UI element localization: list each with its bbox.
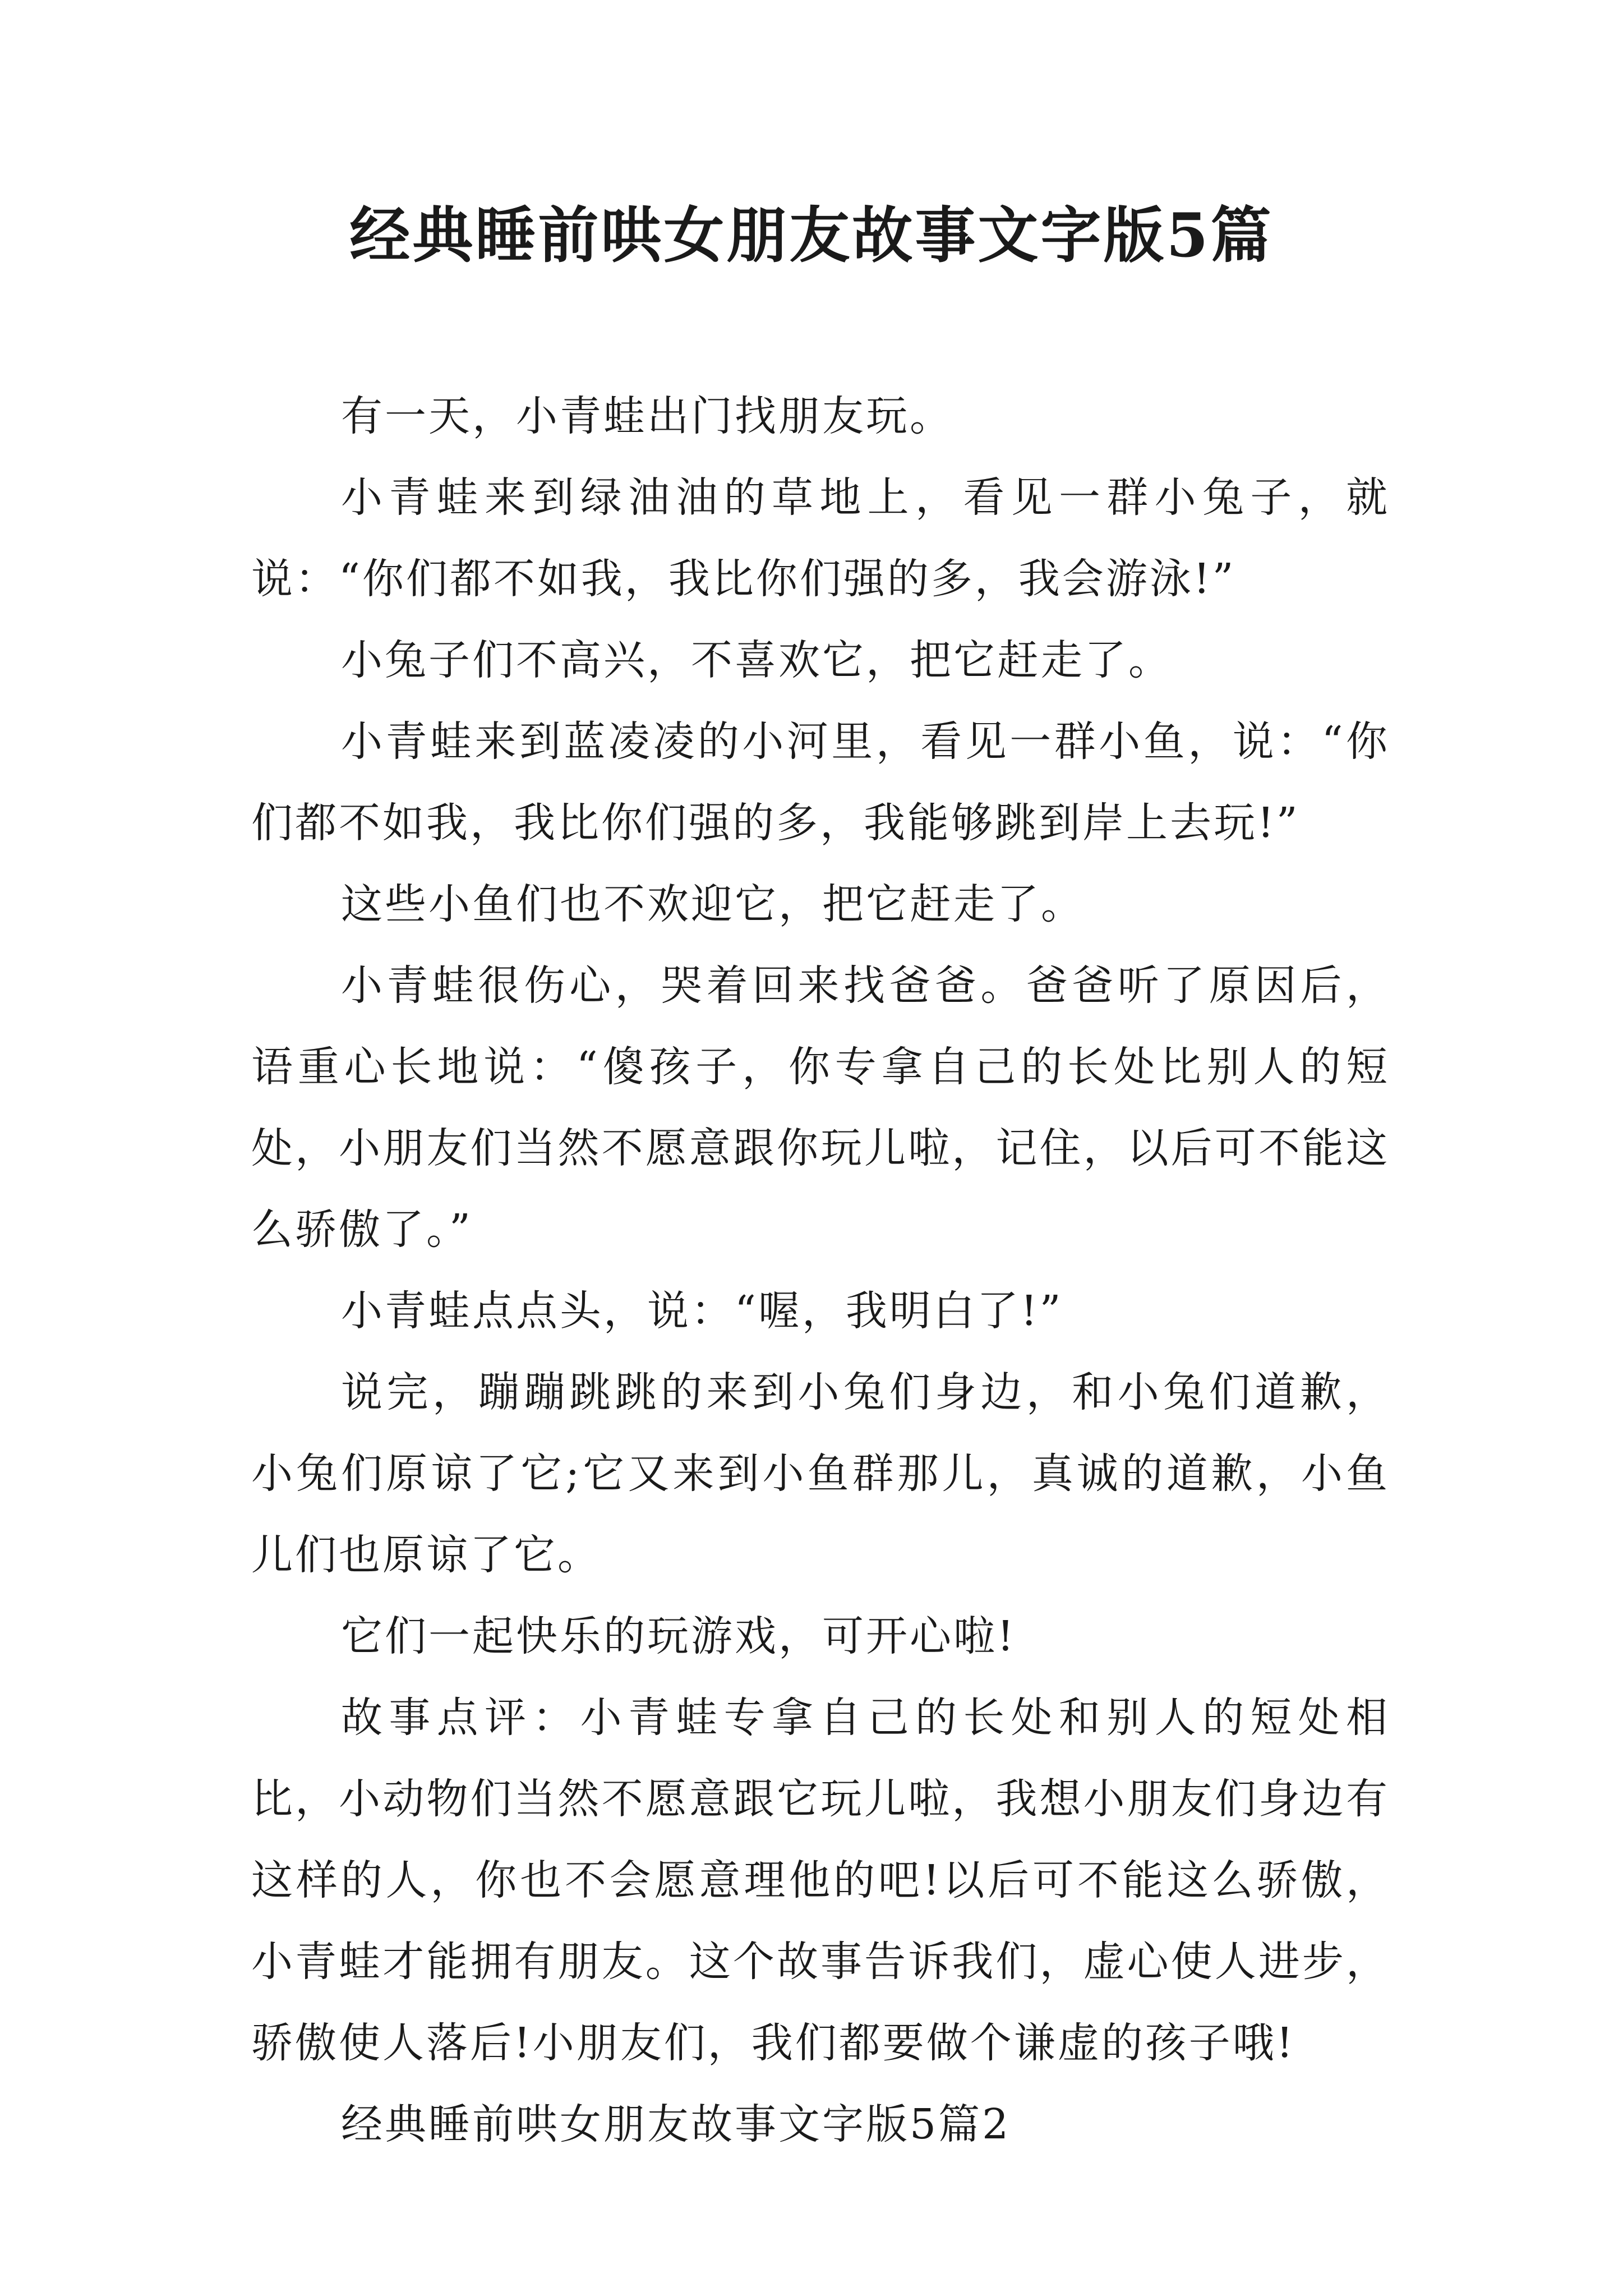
paragraph: 这些小鱼们也不欢迎它，把它赶走了。	[341, 880, 1085, 928]
paragraph: 小青蛙很伤心，哭着回来找爸爸。爸爸听了原因后，语重心长地说：“傻孩子，你专拿自己的长处比别人的短处，小朋友们当然不愿意跟你玩儿啦，记住，以后可不能这么骄傲了。”	[251, 961, 1390, 1254]
paragraph: 它们一起快乐的玩游戏，可开心啦!	[341, 1612, 1016, 1660]
paragraph: 小青蛙来到蓝凌凌的小河里，看见一群小鱼，说：“你们都不如我，我比你们强的多，我能够跳到岸上去玩!”	[251, 717, 1390, 847]
paragraph: 小青蛙点点头，说：“喔，我明白了!”	[341, 1287, 1063, 1335]
paragraph: 小兔子们不高兴，不喜欢它，把它赶走了。	[341, 636, 1172, 684]
paragraph: 小青蛙来到绿油油的草地上，看见一群小兔子，就说：“你们都不如我，我比你们强的多，我会游泳!”	[251, 473, 1390, 603]
section-heading: 经典睡前哄女朋友故事文字版5篇2	[341, 2100, 1011, 2148]
document-title: 经典睡前哄女朋友故事文字版5篇	[349, 200, 1274, 271]
paragraph: 有一天，小青蛙出门找朋友玩。	[341, 392, 953, 440]
document-body	[251, 376, 1390, 2165]
paragraph: 故事点评：小青蛙专拿自己的长处和别人的短处相比，小动物们当然不愿意跟它玩儿啦，我想小朋友们身边有这样的人，你也不会愿意理他的吧!以后可不能这么骄傲，小青蛙才能拥有朋友。这个故事告诉我们，虚心使人进步，骄傲使人落后!小朋友们，我们都要做个谦虚的孩子哦!	[251, 1694, 1390, 2067]
paragraph: 说完，蹦蹦跳跳的来到小兔们身边，和小兔们道歉，小兔们原谅了它;它又来到小鱼群那儿，真诚的道歉，小鱼儿们也原谅了它。	[251, 1368, 1390, 1579]
